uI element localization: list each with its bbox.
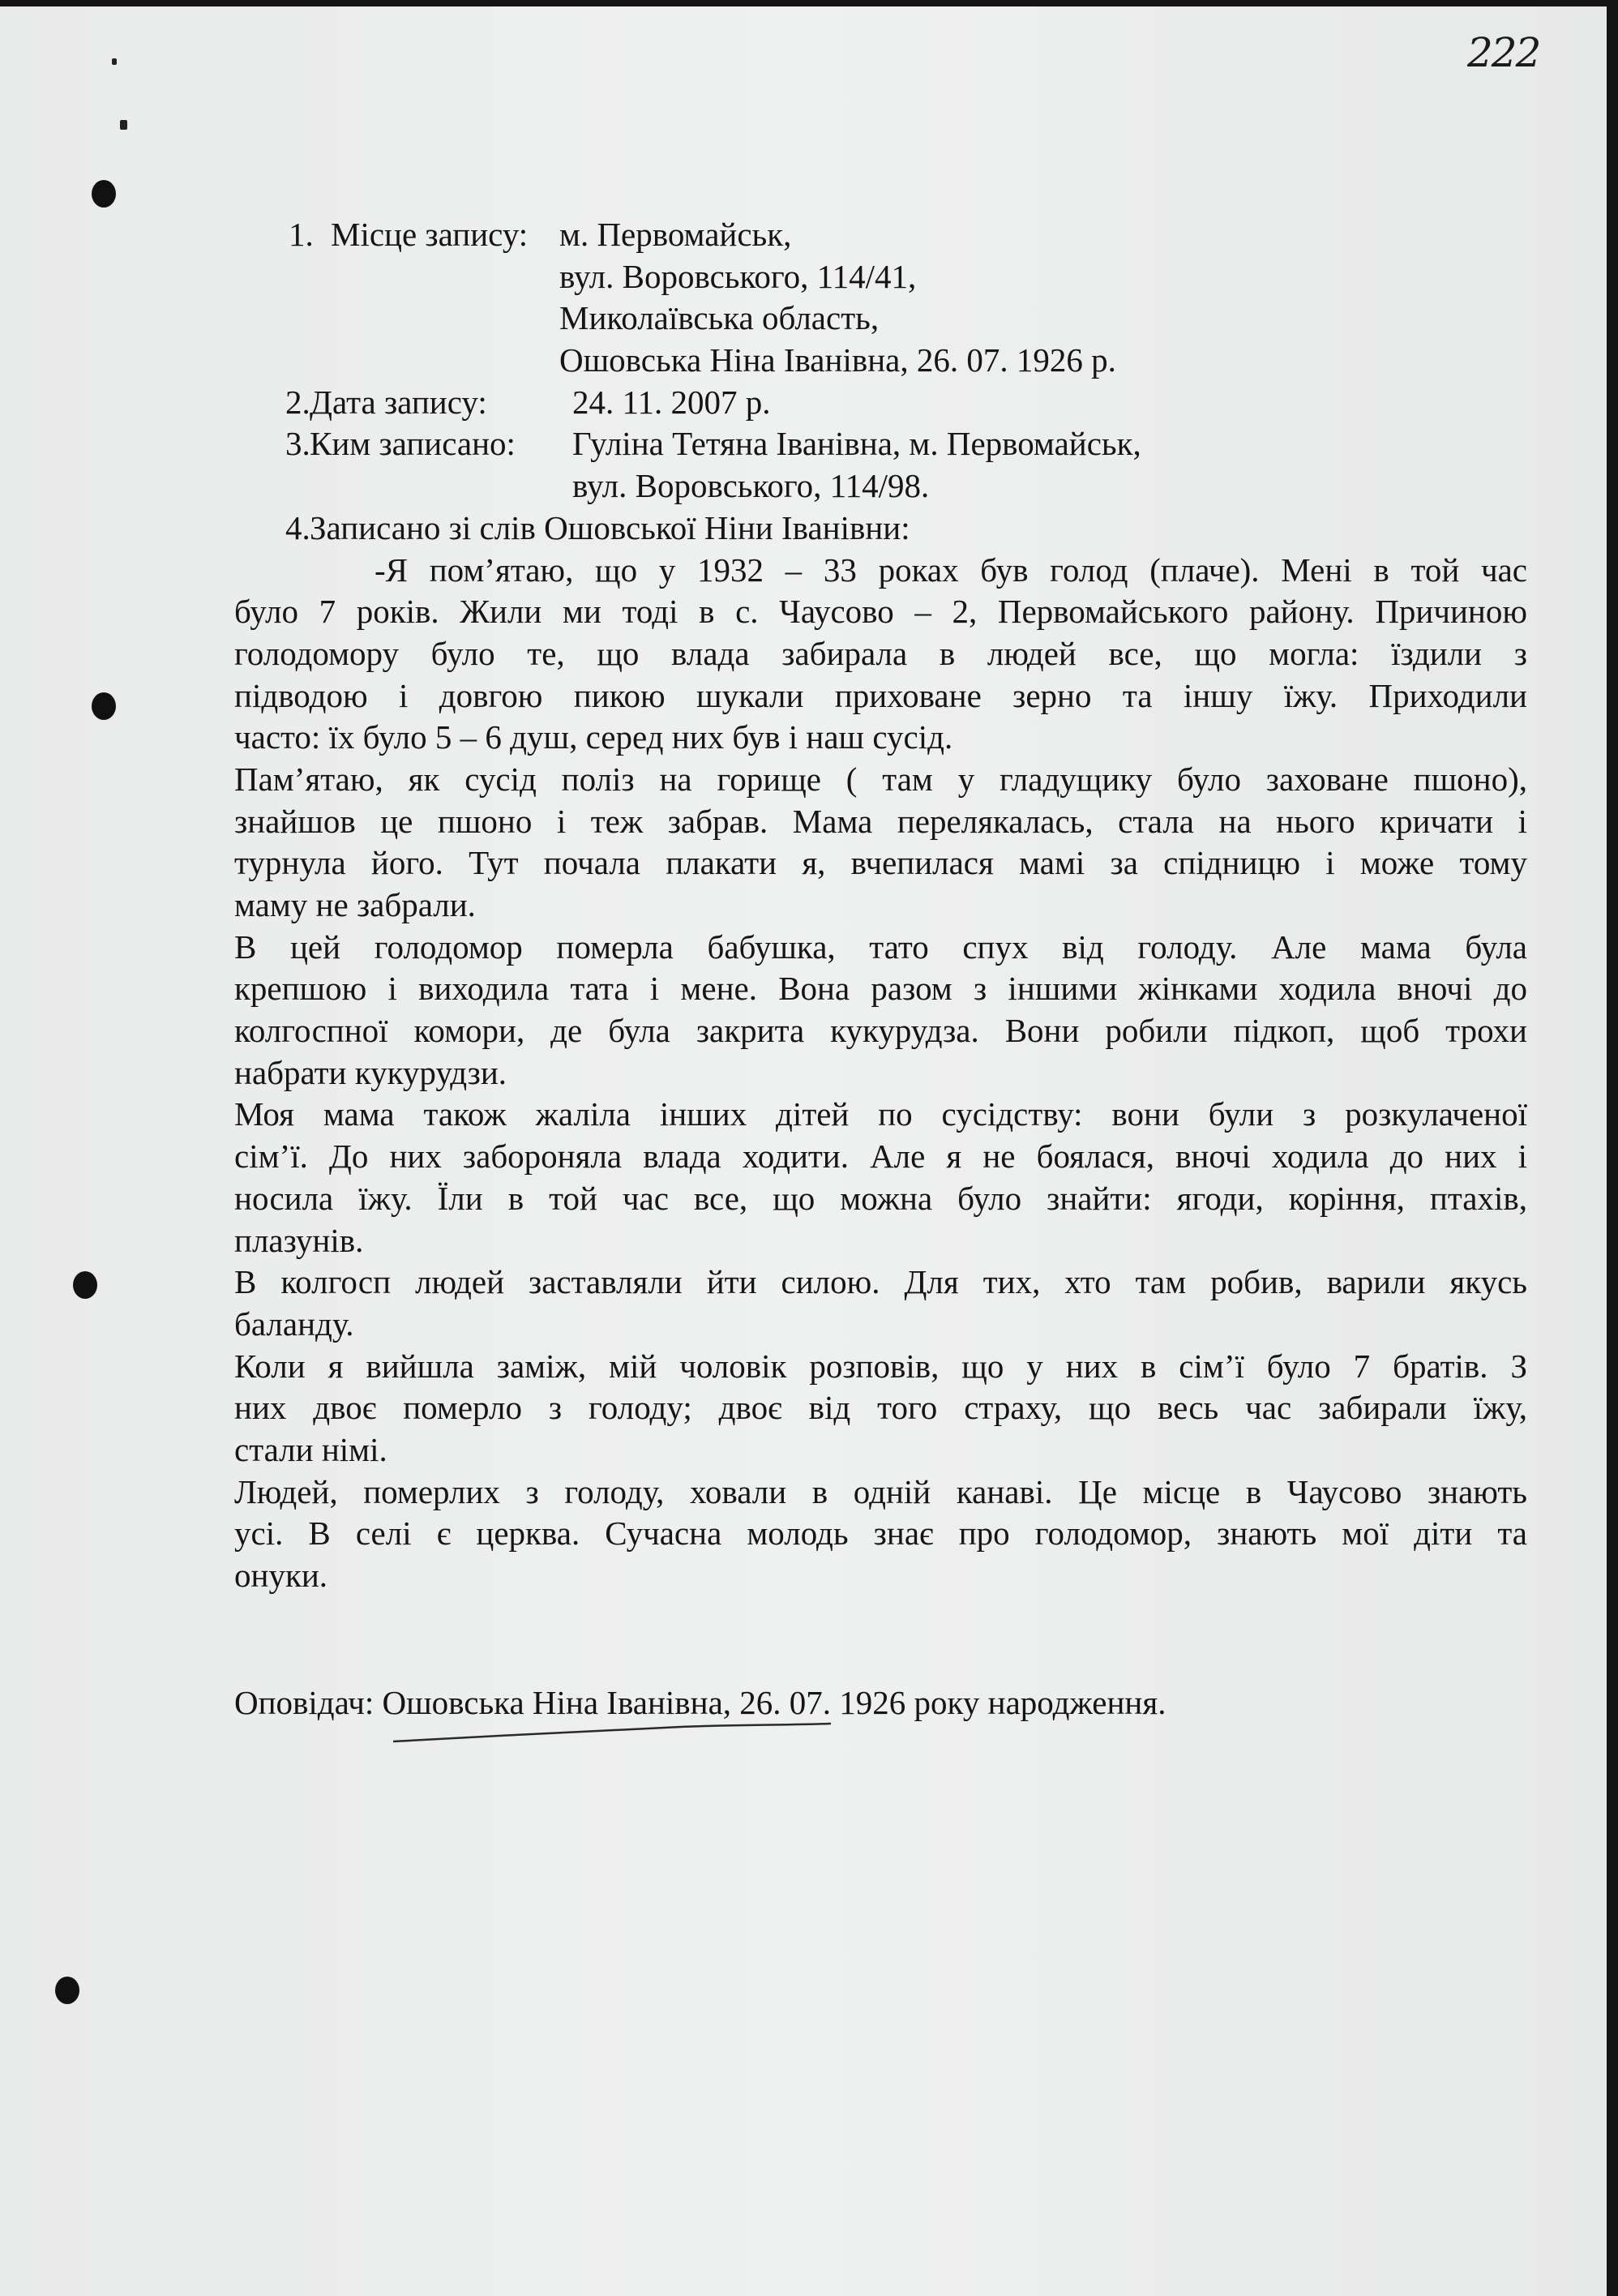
text-line-content: турнула його. Тут почала плакати я, вчепилася мамі за спідницю і може тому xyxy=(234,844,1527,882)
text-line xyxy=(0,759,1618,801)
text-line xyxy=(0,1555,1618,1597)
header-item-2 xyxy=(0,382,1618,424)
narrator-line: Оповідач: Ошовська Ніна Іванівна, 26. 07. 1926 року народження. xyxy=(234,1684,1166,1721)
text-line xyxy=(0,1136,1618,1178)
item-number: 3. xyxy=(285,425,310,463)
text-line-content: Коли я вийшла заміж, мій чоловік розповів, що у них в сім’ї було 7 братів. З xyxy=(234,1347,1527,1385)
text-line-content: усі. В селі є церква. Сучасна молодь знає про голодомор, знають мої діти та xyxy=(234,1514,1527,1553)
scan-mark xyxy=(112,58,117,65)
text-line-content: маму не забрали. xyxy=(234,886,476,923)
text-line-content: них двоє померло з голоду; двоє від того страху, що весь час забирали їжу, xyxy=(234,1389,1527,1427)
text-line xyxy=(0,633,1618,675)
text-line-content: було 7 років. Жили ми тоді в с. Чаусово – 2, Первомайського району. Причиною xyxy=(234,593,1527,631)
scan-mark xyxy=(120,120,127,130)
text-line-content: сім’ї. До них забороняла влада ходити. Але я не боялася, вночі ходила до них і xyxy=(234,1137,1527,1176)
text-line-content: знайшов це пшоно і теж забрав. Мама перелякалась, стала на нього кричати і xyxy=(234,802,1527,840)
punch-hole xyxy=(92,180,116,208)
signature-stroke xyxy=(389,1719,843,1751)
item-value: вул. Воровського, 114/98. xyxy=(572,467,930,505)
item-number: 2. xyxy=(285,383,310,421)
text-line xyxy=(0,1010,1618,1052)
item-number: 4. xyxy=(285,508,310,546)
text-line-content: Пам’ятаю, як сусід поліз на горище ( там у гладущику було заховане пшоно), xyxy=(234,760,1527,798)
item-value: Миколаївська область, xyxy=(559,299,880,337)
text-line xyxy=(0,1429,1618,1471)
item-label: Дата запису: xyxy=(310,383,487,421)
item-value: вул. Воровського, 114/41, xyxy=(559,257,917,295)
text-line xyxy=(0,675,1618,718)
text-line-content: часто: їх було 5 – 6 душ, серед них був і наш сусід. xyxy=(234,718,953,756)
text-line-content: Людей, померлих з голоду, ховали в одній канаві. Це місце в Чаусово знають xyxy=(234,1472,1527,1510)
header-item-1 xyxy=(0,214,1618,256)
text-line xyxy=(0,1346,1618,1388)
text-line-content: колгоспної комори, де була закрита кукурудза. Вони робили підкоп, щоб трохи xyxy=(234,1012,1527,1050)
testimony-body xyxy=(0,550,1618,1597)
header-item-4 xyxy=(0,508,1618,550)
item-label: Записано зі слів Ошовської Ніни Іванівни: xyxy=(310,508,910,546)
text-line-content: голодомору було те, що влада забирала в людей все, що могла: їздили з xyxy=(234,634,1527,672)
text-line-content: підводою і довгою пикою шукали приховане зерно та іншу їжу. Приходили xyxy=(234,676,1527,714)
item-value: Ошовська Ніна Іванівна, 26. 07. 1926 р. xyxy=(559,341,1116,379)
text-line xyxy=(0,1052,1618,1094)
text-line-content: стали німі. xyxy=(234,1430,387,1468)
text-line xyxy=(0,1178,1618,1220)
text-line-content: -Я пом’ятаю, що у 1932 – 33 роках був голод (плаче). Мені в той час xyxy=(375,550,1527,589)
text-line xyxy=(0,1094,1618,1136)
item-value: 24. 11. 2007 р. xyxy=(572,383,771,421)
text-line-content: плазунів. xyxy=(234,1221,364,1259)
item-value: Гуліна Тетяна Іванівна, м. Первомайськ, xyxy=(572,425,1141,463)
item-label: Місце запису: xyxy=(331,216,529,253)
punch-hole xyxy=(55,1977,79,2004)
text-line-content: носила їжу. Їли в той час все, що можна було знайти: ягоди, коріння, птахів, xyxy=(234,1179,1527,1217)
text-line-content: В цей голодомор померла бабушка, тато спух від голоду. Але мама була xyxy=(234,927,1527,966)
handwritten-folio-number: 222 xyxy=(1467,29,1540,76)
text-line-content: набрати кукурудзи. xyxy=(234,1053,507,1091)
text-line xyxy=(0,1471,1618,1514)
text-line xyxy=(0,717,1618,759)
text-line xyxy=(0,1304,1618,1346)
item-number: 1. xyxy=(289,216,314,253)
text-line xyxy=(0,927,1618,969)
item-value: м. Первомайськ, xyxy=(559,216,792,253)
header-item-3 xyxy=(0,423,1618,465)
text-line-content: В колгосп людей заставляли йти силою. Для тих, хто там робив, варили якусь xyxy=(234,1263,1527,1301)
text-line xyxy=(0,591,1618,633)
text-line xyxy=(0,885,1618,927)
text-line xyxy=(0,801,1618,843)
text-line xyxy=(0,550,1618,592)
text-line-content: онуки. xyxy=(234,1557,328,1594)
document-text xyxy=(0,214,1618,1597)
text-line-content: баланду. xyxy=(234,1304,354,1343)
text-line xyxy=(0,1387,1618,1429)
text-line xyxy=(0,1262,1618,1304)
text-line xyxy=(0,1220,1618,1262)
text-line xyxy=(0,842,1618,885)
text-line-content: крепшою і виходила тата і мене. Вона разом з іншими жінками ходила вночі до xyxy=(234,970,1527,1008)
text-line xyxy=(0,968,1618,1010)
text-line xyxy=(0,1513,1618,1555)
item-label: Ким записано: xyxy=(310,425,516,463)
text-line-content: Моя мама також жаліла інших дітей по сусідству: вони були з розкулаченої xyxy=(234,1095,1527,1133)
